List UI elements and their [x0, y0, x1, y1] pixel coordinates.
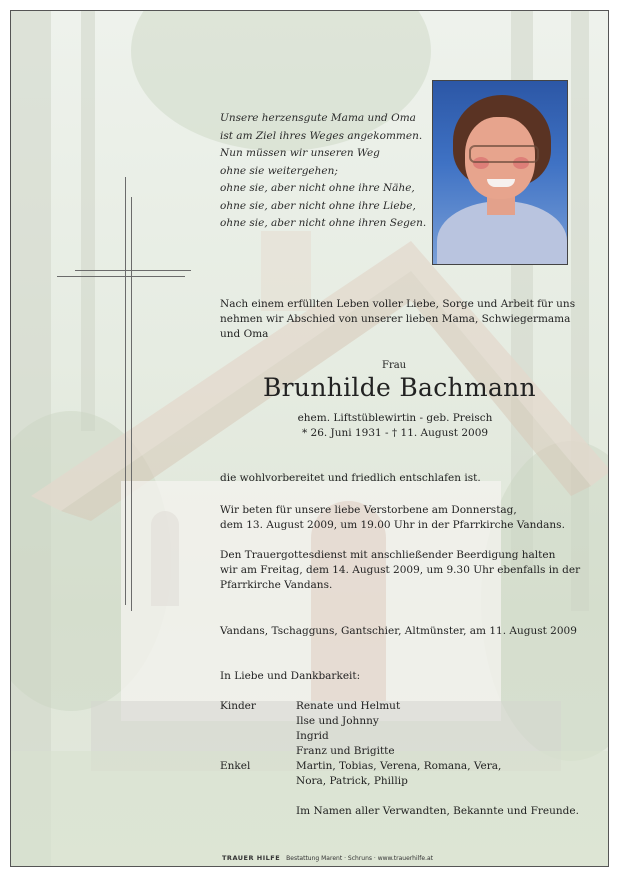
closing-text [296, 804, 579, 819]
enkel-list [296, 759, 501, 789]
funeral-text [220, 548, 580, 593]
cross-icon-bar [75, 270, 191, 271]
kinder-label: Kinder [220, 700, 256, 712]
passing-text [220, 471, 481, 486]
deceased-name: Brunhilde Bachmann [263, 373, 536, 402]
family-member: Franz und Brigitte [296, 745, 395, 757]
family-member: Martin, Tobias, Verena, Romana, Vera, [296, 760, 502, 772]
family-member: Renate und Helmut [296, 700, 401, 712]
intro-line: Nach einem erfüllten Leben voller Liebe, Sorge und Arbeit für uns [220, 298, 576, 310]
footer-brand: TRAUER HILFE [222, 854, 281, 862]
portrait-glasses [469, 145, 539, 163]
salutation: Frau [382, 360, 407, 371]
chapel-window [151, 511, 179, 606]
funeral-line: wir am Freitag, dem 14. August 2009, um 9.30 Uhr ebenfalls in der [220, 564, 581, 576]
poem-line: ohne sie, aber nicht ohne ihre Liebe, [220, 199, 416, 212]
portrait-photo [432, 80, 568, 265]
family-member: Ilse und Johnny [296, 715, 379, 727]
occupation: ehem. Liftstüblewirtin - geb. Preisch [297, 412, 493, 424]
intro-line: und Oma [220, 328, 269, 340]
life-dates: * 26. Juni 1931 - † 11. August 2009 [301, 427, 489, 439]
enkel-label: Enkel [220, 760, 251, 772]
poem-line: ohne sie, aber nicht ohne ihren Segen. [220, 217, 427, 229]
cross-icon-line [131, 197, 132, 611]
poem [220, 110, 426, 233]
poem-line: ist am Ziel ihres Weges angekommen. [220, 129, 423, 142]
portrait-smile [487, 179, 515, 187]
cross-icon-bar [57, 276, 185, 277]
passing-line: die wohlvorbereitet und friedlich entschlafen ist. [220, 472, 481, 484]
gratitude-text [220, 669, 360, 684]
prayer-line: dem 13. August 2009, um 19.00 Uhr in der Pfarrkirche Vandans. [220, 519, 565, 531]
poem-line: Unsere herzensgute Mama und Oma [220, 112, 416, 124]
gratitude-line: In Liebe und Dankbarkeit: [220, 670, 361, 682]
family-member: Nora, Patrick, Phillip [296, 775, 408, 787]
cross-icon [125, 177, 126, 605]
place-date [220, 624, 577, 639]
funeral-line: Pfarrkirche Vandans. [220, 579, 333, 591]
footer [222, 854, 433, 862]
funeral-line: Den Trauergottesdienst mit anschließender Beerdigung halten [220, 549, 556, 561]
intro-text [220, 297, 575, 342]
footer-text: Bestattung Marent · Schruns · www.trauerhilfe.at [286, 855, 434, 862]
poem-line: ohne sie, aber nicht ohne ihre Nähe, [220, 182, 415, 194]
place-date-line: Vandans, Tschagguns, Gantschier, Altmünster, am 11. August 2009 [220, 625, 577, 637]
prayer-line: Wir beten für unsere liebe Verstorbene am Donnerstag, [220, 504, 517, 516]
kinder-list [296, 699, 400, 759]
poem-line: Nun müssen wir unseren Weg [220, 147, 380, 159]
intro-line: nehmen wir Abschied von unserer lieben Mama, Schwiegermama [220, 313, 571, 325]
prayer-text [220, 503, 565, 533]
poem-line: ohne sie weitergehen; [220, 164, 338, 177]
family-member: Ingrid [296, 730, 329, 742]
closing-line: Im Namen aller Verwandten, Bekannte und Freunde. [296, 805, 579, 817]
